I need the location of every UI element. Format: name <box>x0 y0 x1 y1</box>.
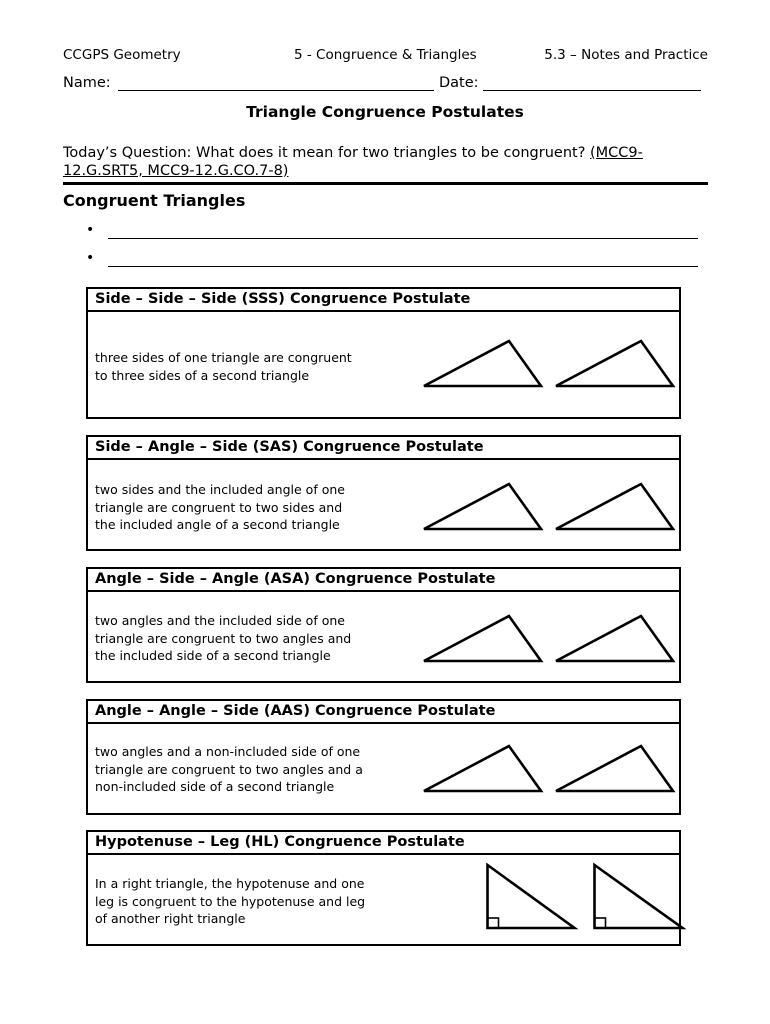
date-label: Date: <box>439 75 479 91</box>
lesson-label: 5.3 – Notes and Practice <box>544 47 708 63</box>
name-date-row <box>63 75 708 95</box>
asa-description-line: two angles and the included side of one <box>95 613 345 628</box>
triangle-left <box>424 484 541 529</box>
sss-postulate-title: Side – Side – Side (SSS) Congruence Postulate <box>88 289 679 312</box>
sss-description-line: to three sides of a second triangle <box>95 367 310 383</box>
sss-triangles-figure <box>421 336 676 390</box>
sss-postulate-description <box>95 349 395 384</box>
standard-code-part2: 12.G.SRT5, MCC9-12.G.CO.7-8) <box>63 163 289 179</box>
right-angle-marker <box>595 918 606 928</box>
asa-postulate-description <box>95 612 395 665</box>
hl-description-line: leg is congruent to the hypotenuse and leg <box>95 893 366 909</box>
asa-triangles-figure <box>421 611 676 665</box>
hl-description-line: of another right triangle <box>95 911 246 926</box>
sss-description-line: three sides of one triangle are congruent <box>95 350 352 365</box>
asa-description-line: the included side of a second triangle <box>95 648 331 663</box>
triangle-left <box>424 746 541 791</box>
question-text: Today’s Question: What does it mean for two triangles to be congruent? <box>63 145 586 161</box>
triangle-right <box>556 341 673 386</box>
sas-triangles-figure <box>421 479 676 533</box>
sas-postulate-box <box>86 435 681 551</box>
hl-postulate-description <box>95 875 395 928</box>
bullet-marker-2: • <box>86 250 95 266</box>
triangle-right <box>556 484 673 529</box>
aas-description-line: triangle are congruent to two angles and a <box>95 761 363 777</box>
hl-postulate-title: Hypotenuse – Leg (HL) Congruence Postulate <box>88 832 679 855</box>
aas-triangles-figure <box>421 741 676 795</box>
hl-description-line: In a right triangle, the hypotenuse and one <box>95 876 365 891</box>
name-blank-line[interactable] <box>118 90 434 91</box>
section-divider <box>63 182 708 185</box>
bullet-blank-line-1[interactable] <box>108 238 698 239</box>
todays-question <box>63 144 708 180</box>
bullet-blank-line-2[interactable] <box>108 266 698 267</box>
standard-code-part1: (MCC9- <box>590 145 643 161</box>
asa-description-line: triangle are congruent to two angles and <box>95 630 352 646</box>
hl-postulate-box <box>86 830 681 946</box>
triangle-right <box>556 746 673 791</box>
asa-postulate-box <box>86 567 681 683</box>
right-triangle-left <box>488 865 575 928</box>
asa-postulate-title: Angle – Side – Angle (ASA) Congruence Postulate <box>88 569 679 592</box>
unit-label: 5 - Congruence & Triangles <box>294 47 477 63</box>
aas-postulate-box <box>86 699 681 815</box>
sss-postulate-box <box>86 287 681 419</box>
bullet-marker-1: • <box>86 222 95 238</box>
aas-description-line: non-included side of a second triangle <box>95 779 335 794</box>
sas-postulate-title: Side – Angle – Side (SAS) Congruence Postulate <box>88 437 679 460</box>
triangle-right <box>556 616 673 661</box>
aas-description-line: two angles and a non-included side of one <box>95 744 361 759</box>
aas-postulate-title: Angle – Angle – Side (AAS) Congruence Postulate <box>88 701 679 724</box>
sas-postulate-description <box>95 481 395 534</box>
right-triangle-right <box>595 865 683 928</box>
date-blank-line[interactable] <box>483 90 701 91</box>
sas-description-line: triangle are congruent to two sides and <box>95 499 343 515</box>
triangle-left <box>424 616 541 661</box>
sas-description-line: two sides and the included angle of one <box>95 482 345 497</box>
right-angle-marker <box>488 918 499 928</box>
triangle-left <box>424 341 541 386</box>
sas-description-line: the included angle of a second triangle <box>95 517 340 532</box>
course-label: CCGPS Geometry <box>63 47 181 63</box>
name-label: Name: <box>63 75 111 91</box>
aas-postulate-description <box>95 743 395 796</box>
section-title: Congruent Triangles <box>63 191 246 210</box>
page-header <box>63 47 708 65</box>
hl-right-triangles-figure <box>462 862 717 932</box>
page-title: Triangle Congruence Postulates <box>246 103 524 121</box>
